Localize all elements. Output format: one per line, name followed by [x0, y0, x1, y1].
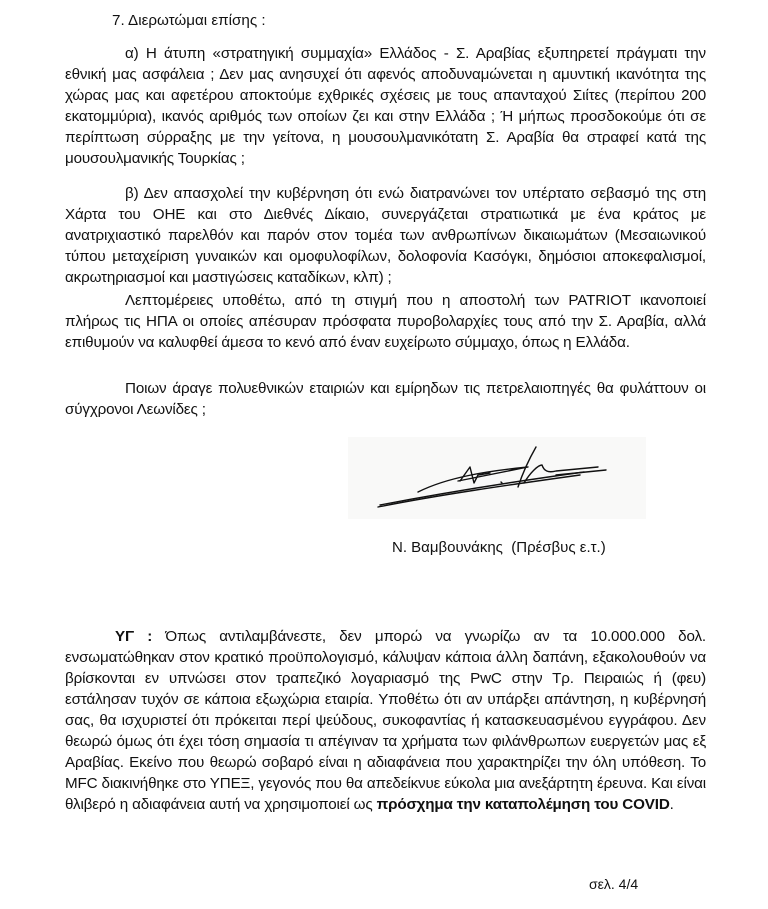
paragraph-b-text: β) Δεν απασχολεί την κυβέρνηση ότι ενώ διατρανώνει τον υπέρτατο σεβασμό της στη Χάρτα του ΟΗΕ και στο Διεθνές Δίκαιο, συνεργάζεται στρατιωτικά με ένα κράτος με ανατριχιαστικό παρελθόν και παρόν στον τομέα των ανθρωπίνων δικαιωμάτων (Μεσαιωνικού τύπου μεταχείριση γυναικών και ομοφυλοφίλων, δολοφονία Κασόγκι, δημόσιοι αποκεφαλισμοί, ακρωτηριασμοί και μαστιγώσεις καταδίκων, κλπ) ; — [65, 185, 706, 286]
postscript — [65, 626, 706, 815]
paragraph-b — [65, 183, 706, 288]
signer-name: Ν. Βαμβουνάκης (Πρέσβυς ε.τ.) — [392, 539, 606, 556]
page-number: σελ. 4/4 — [589, 876, 639, 892]
postscript-label: ΥΓ : — [115, 628, 153, 645]
signature-icon — [348, 437, 646, 519]
paragraph-c-text: Λεπτομέρειες υποθέτω, από τη στιγμή που η αποστολή των PATRIOT ικανοποιεί πλήρως τις ΗΠΑ οι οποίες απέσυραν πρόσφατα πυροβολαρχίες τους από την Σ. Αραβία, αλλά επιθυμούν να καλυφθεί άμεσα το κενό από έναν ευχείρωτο σύμμαχο, όπως η Ελλάδα. — [65, 292, 706, 351]
paragraph-a-text: α) Η άτυπη «στρατηγική συμμαχία» Ελλάδος - Σ. Αραβίας εξυπηρετεί πράγματι την εθνική μας ασφάλεια ; Δεν μας ανησυχεί ότι αφενός αποδυναμώνεται η αμυντική ικανότητα της χώρας μας και αφετέρου αποκτούμε εχθρικές σχέσεις με τους απανταχού Σιίτες (περίπου 200 εκατομμύρια), ικανός αριθμός των οποίων ζει και στην Ελλάδα ; Ή μήπως προσδοκούμε ότι σε περίπτωση σύρραξης με την γείτονα, η μουσουλμανικότατη Σ. Αραβία θα στραφεί κατά της μουσουλμανικής Τουρκίας ; — [65, 45, 706, 167]
postscript-bold-tail: πρόσχημα την καταπολέμηση του COVID — [376, 796, 670, 813]
paragraph-d-text: Ποιων άραγε πολυεθνικών εταιριών και εμίρηδων τις πετρελαιοπηγές θα φυλάττουν οι σύγχρονοι Λεωνίδες ; — [65, 380, 706, 418]
paragraph-c — [65, 290, 706, 353]
paragraph-a — [65, 43, 706, 169]
postscript-text: Όπως αντιλαμβάνεστε, δεν μπορώ να γνωρίζω αν τα 10.000.000 δολ. ενσωματώθηκαν στον κρατικό προϋπολογισμό, κάλυψαν κάποια άλλη δαπάνη, εξακολουθούν να βρίσκονται εν υπνώσει στον τραπεζικό λογαριασμό της PwC στην Τρ. Πειραιώς ή (φευ) εστάλησαν τυχόν σε κάποια εξωχώρια εταιρία. Υποθέτω ότι αν υπάρξει απάντηση, η κυβέρνησή σας, θα ισχυριστεί ότι πρόκειται περί ψεύδους, συκοφαντίας ή κατασκευασμένου εγγράφου. Δεν θεωρώ όμως ότι έχει τόση σημασία τι απέγιναν τα χρήματα των φιλάνθρωπων ευεργετών μας εξ Αραβίας. Εκείνο που θεωρώ σοβαρό είναι η αδιαφάνεια που χαρακτηρίζει την όλη υπόθεση. Το MFC διακινήθηκε στο ΥΠΕΞ, γεγονός που θα απεδείκνυε εύκολα μια ανεξάρτητη έρευνα. Και είναι θλιβερό η αδιαφάνεια αυτή να χρησιμοποιεί ως — [65, 628, 706, 813]
postscript-end: . — [669, 796, 674, 813]
paragraph-d — [65, 378, 706, 420]
section-heading: 7. Διερωτώμαι επίσης : — [112, 12, 266, 29]
signature-image — [348, 437, 646, 519]
